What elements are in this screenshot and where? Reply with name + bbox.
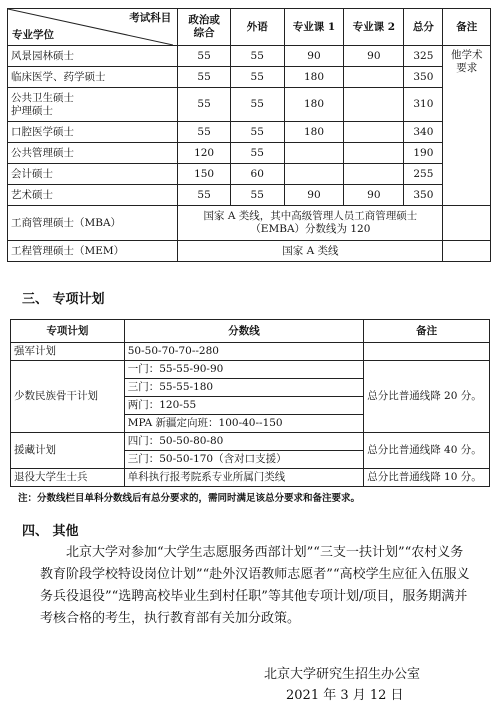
empty-cell	[443, 241, 491, 262]
table-row	[11, 361, 490, 379]
table-row	[8, 164, 491, 185]
score-cell	[344, 88, 404, 122]
table-header-row	[11, 320, 490, 343]
plan-name: 强军计划	[11, 343, 125, 361]
score-table	[7, 8, 491, 262]
degree-label: 专业学位	[12, 29, 54, 41]
col-header: 备注	[443, 9, 491, 46]
score-cell: 350	[404, 67, 443, 88]
score-cell: 55	[178, 185, 231, 206]
col-header: 总分	[404, 9, 443, 46]
degree-name: 风景园林硕士	[8, 46, 178, 67]
plan-name: 退役大学生士兵	[11, 469, 125, 487]
score-cell: 55	[230, 185, 284, 206]
policy-paragraph: 北京大学对参加“大学生志愿服务西部计划”“三支一扶计划”“农村义务教育阶段学校特设岗位计划”“赴外汉语教师志愿者”“高校学生应征入伍服义务兵役退役”“选聘高校毕业生到村任职”等其他专项计划/项目，服务期满并考核合格的考生，执行教育部有关加分政策。	[40, 545, 470, 626]
table-row	[8, 185, 491, 206]
table-row	[8, 241, 491, 262]
mba-score-text: 国家 A 类线，其中高级管理人员工商管理硕士 （EMBA）分数线为 120	[178, 206, 443, 241]
score-cell: 两门：120-55	[124, 397, 363, 415]
score-cell: 一门：55-55-90-90	[124, 361, 363, 379]
plan-name: 少数民族骨干计划	[11, 361, 125, 433]
col-header: 分数线	[124, 320, 363, 343]
score-cell	[344, 164, 404, 185]
degree-name: 艺术硕士	[8, 185, 178, 206]
score-cell: MPA 新疆定向班：100-40--150	[124, 415, 363, 433]
remark-cell: 他学术 要求	[443, 46, 491, 206]
score-cell: 150	[178, 164, 231, 185]
special-plan-table	[10, 319, 490, 487]
remark-cell: 总分比普通线降 40 分。	[364, 433, 490, 469]
score-cell: 三门：55-55-180	[124, 379, 363, 397]
score-cell: 350	[404, 185, 443, 206]
table-row	[11, 469, 490, 487]
degree-name: 临床医学、药学硕士	[8, 67, 178, 88]
degree-name: 工程管理硕士（MEM）	[8, 241, 178, 262]
score-cell: 55	[230, 122, 284, 143]
score-cell	[284, 143, 344, 164]
score-cell: 55	[230, 67, 284, 88]
degree-name: 工商管理硕士（MBA）	[8, 206, 178, 241]
score-cell: 90	[284, 46, 344, 67]
score-cell: 180	[284, 122, 344, 143]
col-header: 政治或 综合	[178, 9, 231, 46]
table-row	[8, 67, 491, 88]
table-note: 注：分数线栏目单科分数线后有总分要求的，需同时满足该总分要求和备注要求。	[18, 493, 361, 504]
col-header: 专业课 2	[344, 9, 404, 46]
col-header: 专项计划	[11, 320, 125, 343]
degree-name: 公共卫生硕士 护理硕士	[8, 88, 178, 122]
score-cell: 310	[404, 88, 443, 122]
col-header: 备注	[364, 320, 490, 343]
remark-cell: 总分比普通线降 10 分。	[364, 469, 490, 487]
score-cell: 180	[284, 67, 344, 88]
col-header: 外语	[230, 9, 284, 46]
score-cell: 50-50-70-70--280	[124, 343, 363, 361]
table-row	[11, 433, 490, 451]
degree-name: 公共管理硕士	[8, 143, 178, 164]
score-cell	[284, 164, 344, 185]
score-cell: 55	[178, 88, 231, 122]
score-cell: 三门：50-50-170（含对口支援）	[124, 451, 363, 469]
score-cell: 55	[230, 88, 284, 122]
score-cell: 190	[404, 143, 443, 164]
table-row	[8, 143, 491, 164]
score-cell: 90	[344, 46, 404, 67]
table-row	[8, 46, 491, 67]
issue-date: 2021 年 3 月 12 日	[286, 688, 404, 703]
table-row	[11, 343, 490, 361]
score-cell: 60	[230, 164, 284, 185]
remark-cell: 总分比普通线降 20 分。	[364, 361, 490, 433]
corner-header-cell	[8, 9, 178, 46]
table-row	[8, 206, 491, 241]
section-heading-3: 三、 专项计划	[22, 292, 105, 307]
degree-name: 会计硕士	[8, 164, 178, 185]
score-cell: 单科执行报考院系专业所属门类线	[124, 469, 363, 487]
score-cell: 90	[284, 185, 344, 206]
plan-name: 援藏计划	[11, 433, 125, 469]
score-cell	[344, 67, 404, 88]
score-cell	[344, 122, 404, 143]
empty-cell	[443, 206, 491, 241]
score-cell: 55	[230, 46, 284, 67]
col-header: 专业课 1	[284, 9, 344, 46]
section-heading-4: 四、 其他	[22, 524, 79, 539]
score-cell: 90	[344, 185, 404, 206]
score-cell: 255	[404, 164, 443, 185]
score-cell: 55	[178, 46, 231, 67]
mem-score-text: 国家 A 类线	[178, 241, 443, 262]
table-header-row	[8, 9, 491, 46]
table-row	[8, 122, 491, 143]
subject-label: 考试科目	[129, 12, 172, 24]
score-cell	[344, 143, 404, 164]
score-cell: 55	[178, 67, 231, 88]
score-cell: 180	[284, 88, 344, 122]
table-row	[8, 88, 491, 122]
issuer-office: 北京大学研究生招生办公室	[264, 667, 421, 682]
score-cell: 55	[230, 143, 284, 164]
empty-cell	[364, 343, 490, 361]
score-cell: 325	[404, 46, 443, 67]
degree-name: 口腔医学硕士	[8, 122, 178, 143]
score-cell: 340	[404, 122, 443, 143]
score-cell: 四门：50-50-80-80	[124, 433, 363, 451]
score-cell: 120	[178, 143, 231, 164]
score-cell: 55	[178, 122, 231, 143]
